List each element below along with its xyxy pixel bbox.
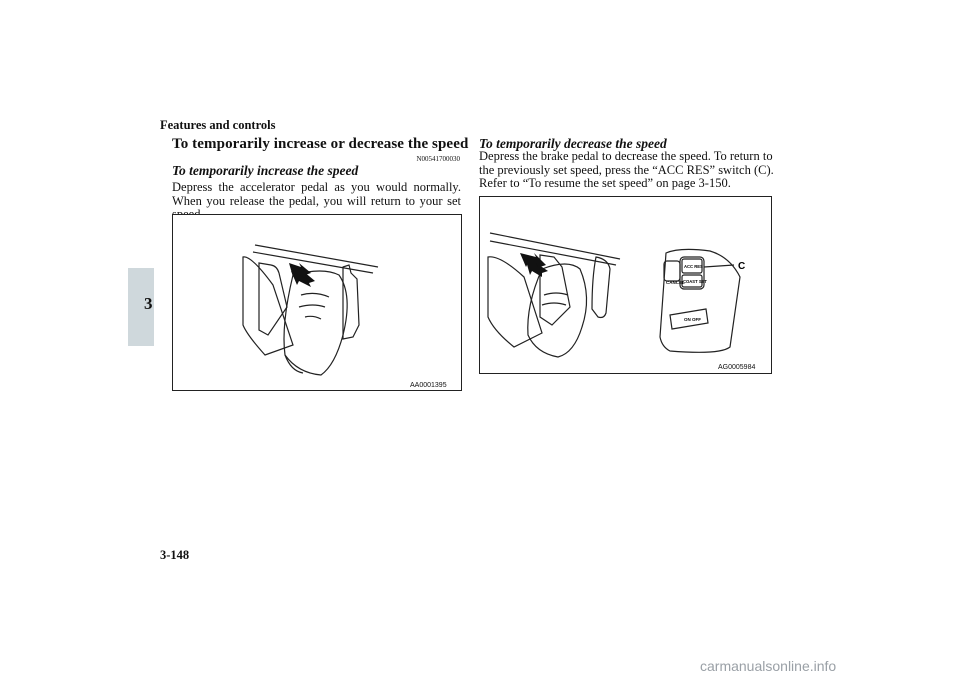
coast-set-switch-label: COAST SET — [683, 279, 707, 284]
acc-res-switch-label: ACC RES — [684, 264, 703, 269]
on-off-switch-label: ON OFF — [684, 317, 701, 322]
figure-code: AA0001395 — [410, 382, 447, 389]
decrease-subtitle: To temporarily decrease the speed — [479, 136, 667, 151]
section-title: To temporarily increase or decrease the speed — [172, 136, 469, 152]
chapter-number: 3 — [144, 294, 153, 313]
figure-code: AG0005984 — [718, 364, 756, 371]
accelerator-pedal-illustration — [173, 215, 461, 390]
page-number: 3-148 — [160, 548, 190, 562]
section-code: N00541700030 — [416, 155, 460, 163]
cancel-switch-label: CANCEL — [666, 280, 685, 285]
increase-subtitle: To temporarily increase the speed — [172, 163, 359, 178]
decrease-body: Depress the brake pedal to decrease the speed. To return to the previously set speed, press the “ACC RES” switch (C). Refer to “To resume the set speed” on page 3-150. — [479, 149, 774, 191]
increase-body: Depress the accelerator pedal as you would normally. When you release the pedal, you will return to your set — [172, 180, 461, 208]
running-header: Features and controls — [160, 118, 276, 132]
brake-switch-illustration — [480, 197, 771, 373]
callout-c: C — [738, 261, 746, 272]
brake-pedal-figure — [479, 196, 772, 374]
accelerator-pedal-figure — [172, 214, 462, 391]
watermark: carmanualsonline.info — [700, 658, 837, 674]
